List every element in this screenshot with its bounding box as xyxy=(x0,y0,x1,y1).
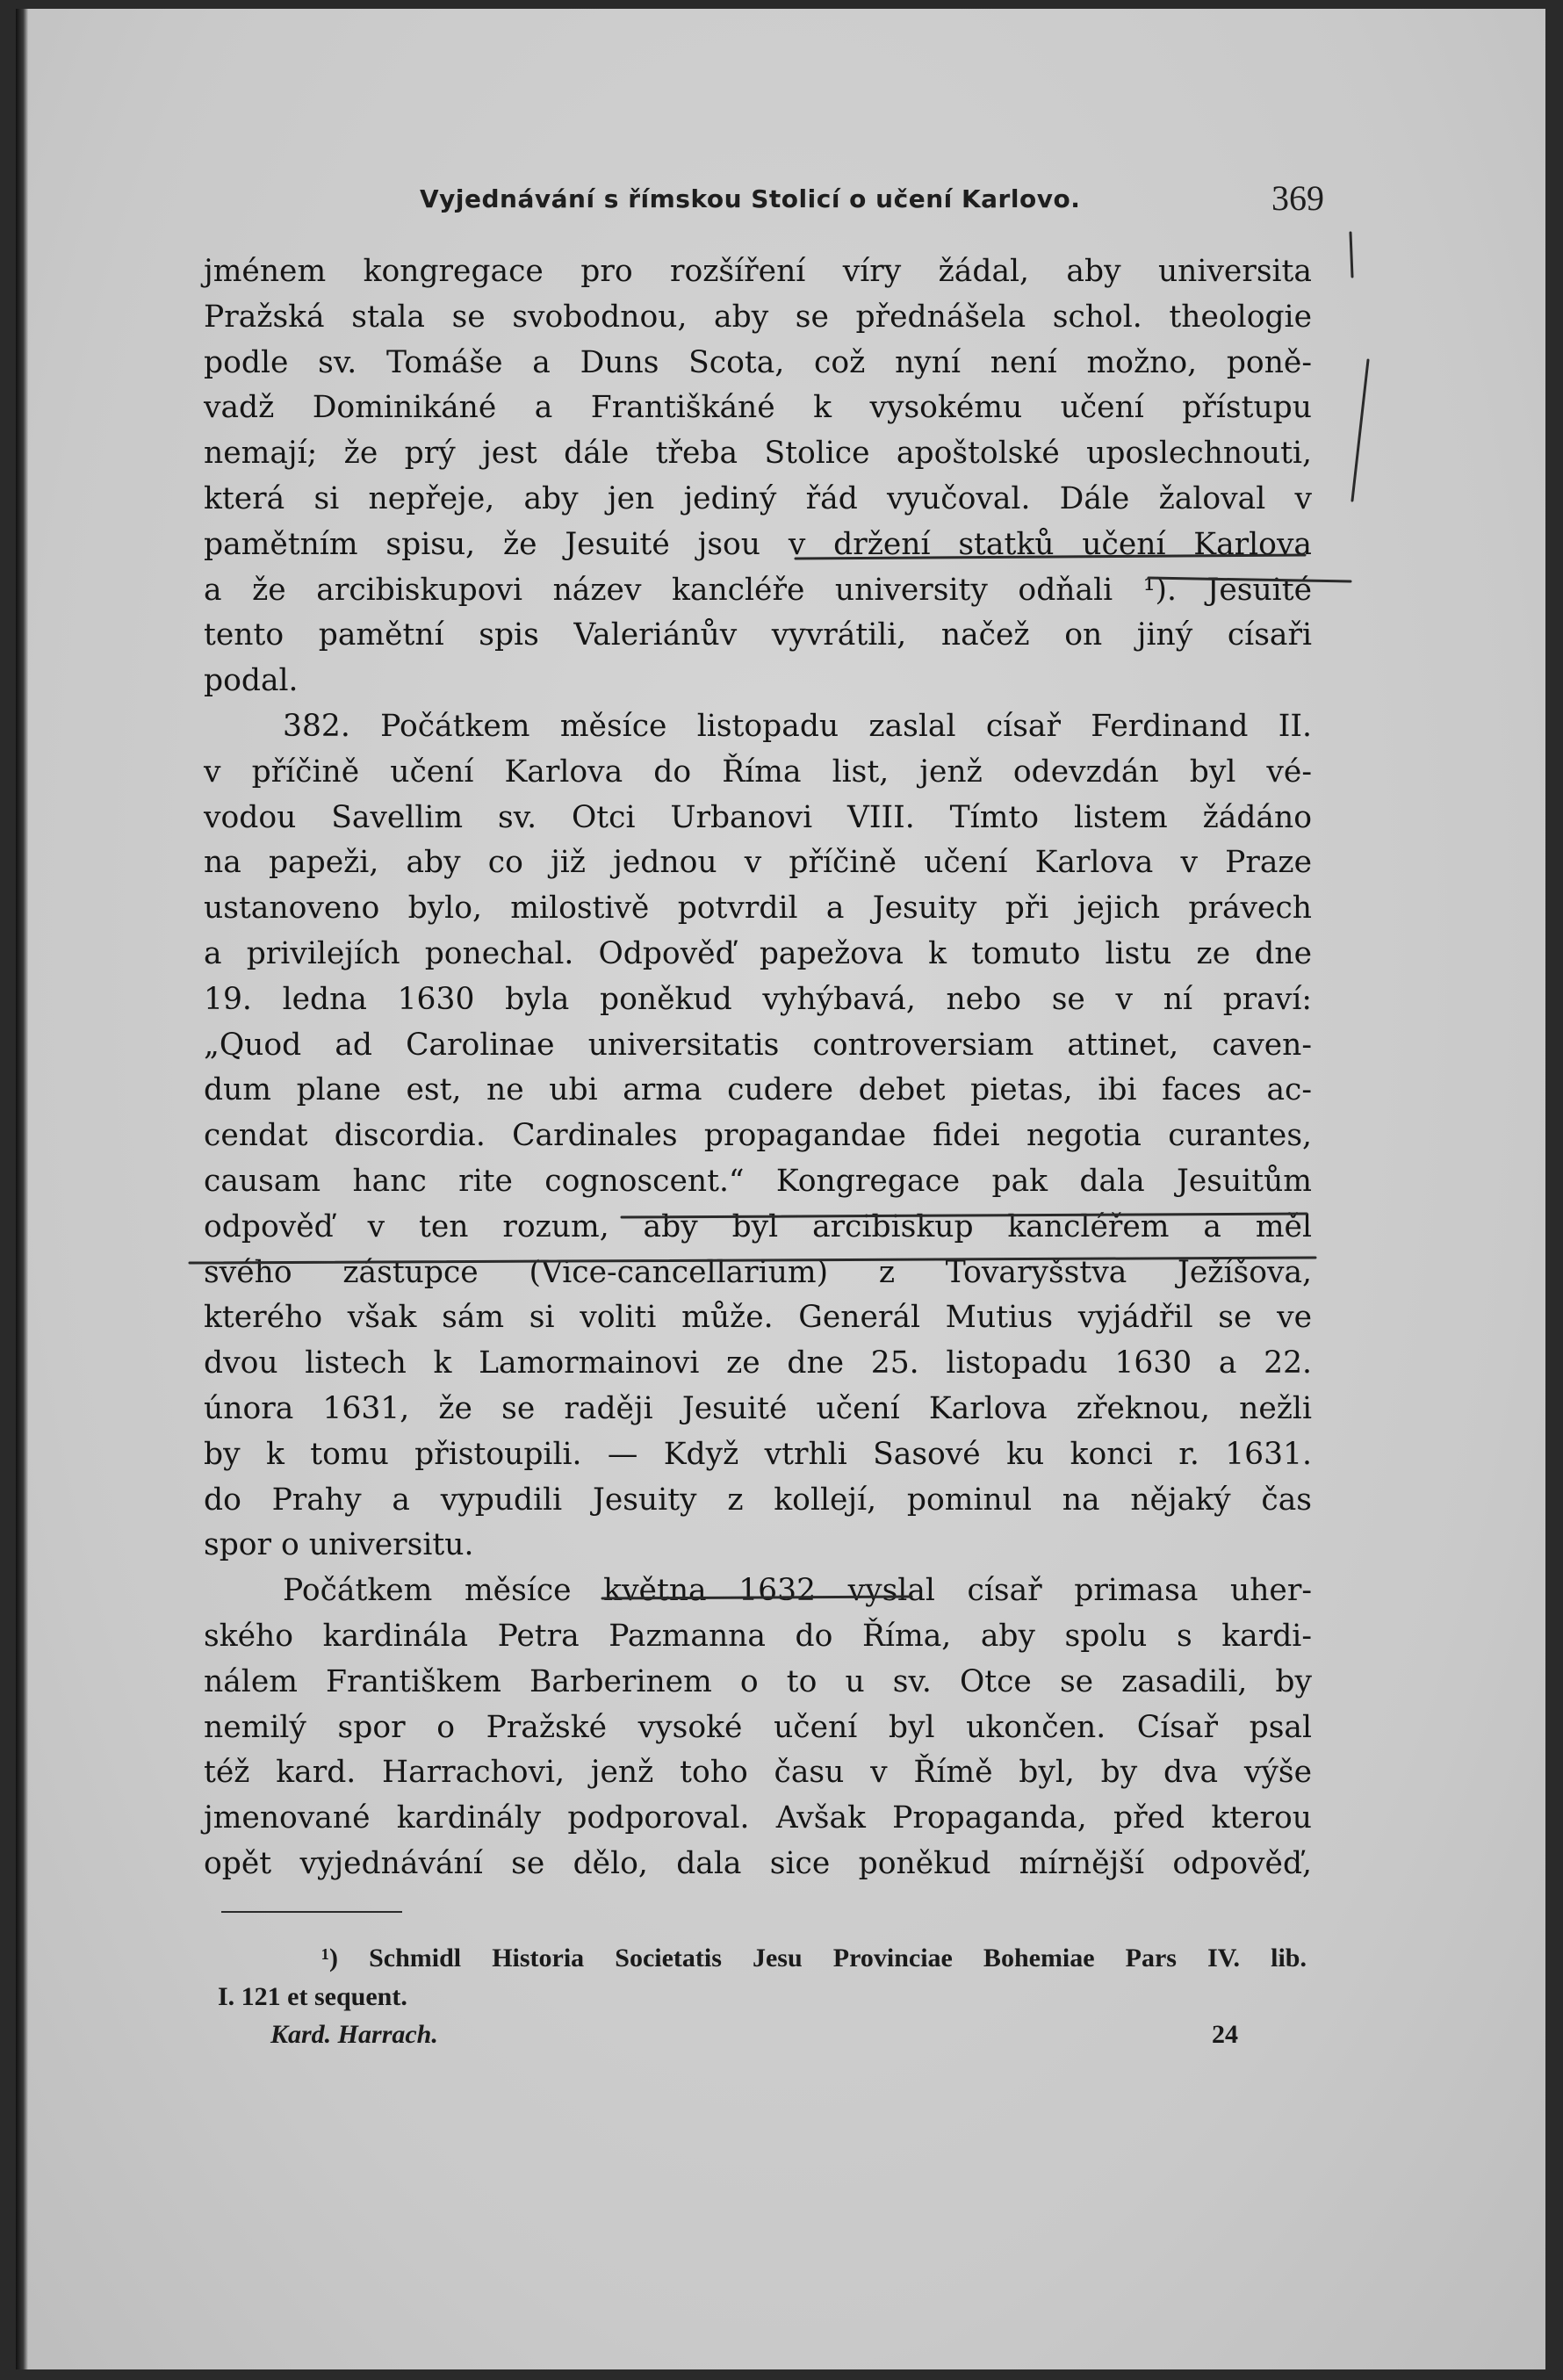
latin-quote-line: „Quod ad Carolinae universitatis controversiam attinet, caven- xyxy=(204,1027,1312,1063)
footnote xyxy=(218,1939,1307,2016)
signature-mark: 24 xyxy=(1212,2020,1238,2049)
text-line: ského kardinála Petra Pazmanna do Říma, aby spolu s kardi- xyxy=(204,1618,1312,1654)
text-line: do Prahy a vypudili Jesuity z kollejí, pominul na nějaký čas xyxy=(204,1482,1312,1518)
text-line: února 1631, že se raději Jesuité učení Karlova zřeknou, nežli xyxy=(204,1390,1312,1426)
text-line: tento pamětní spis Valeriánův vyvrátili, načež on jiný císaři xyxy=(204,617,1312,653)
text-line: pamětním spisu, že Jesuité jsou v držení statků učení Karlova xyxy=(204,526,1312,562)
page-number: 369 xyxy=(1271,178,1324,218)
footnote-line: I. 121 et sequent. xyxy=(218,1982,407,2011)
running-head: Vyjednávání s římskou Stolicí o učení Karlovo. xyxy=(420,184,1081,213)
text-line: která si nepřeje, aby jen jediný řád vyučoval. Dále žaloval v xyxy=(204,480,1312,516)
book-page xyxy=(16,9,1545,2369)
text-line: kterého však sám si voliti může. Generál Mutius vyjádřil se ve xyxy=(204,1300,1312,1336)
body-text xyxy=(204,249,1312,1887)
text-line: a že arcibiskupovi název kancléře university odňali ¹). Jesuité xyxy=(204,572,1312,608)
text-line: dvou listech k Lamormainovi ze dne 25. listopadu 1630 a 22. xyxy=(204,1345,1312,1381)
text-line: spor o universitu. xyxy=(204,1527,474,1563)
text-line: svého zástupce (Vice-cancellarium) z Tovaryšstva Ježíšova, xyxy=(204,1254,1312,1290)
text-line: též kard. Harrachovi, jenž toho času v Římě byl, by dva výše xyxy=(204,1755,1312,1791)
text-line: jmenované kardinály podporoval. Avšak Propaganda, před kterou xyxy=(204,1800,1312,1836)
bottom-note: Kard. Harrach. xyxy=(270,2020,438,2049)
footnote-line: ¹) Schmidl Historia Societatis Jesu Provinciae Bohemiae Pars IV. lib. xyxy=(321,1944,1307,1973)
margin-mark-side xyxy=(1352,360,1368,501)
text-line: vodou Savellim sv. Otci Urbanovi VIII. Tímto listem žádáno xyxy=(204,799,1312,835)
text-line: v příčině učení Karlova do Říma list, jenž odevzdán byl vé- xyxy=(204,754,1312,790)
text-line: by k tomu přistoupili. — Když vtrhli Sasové ku konci r. 1631. xyxy=(204,1436,1312,1472)
text-line: na papeži, aby co již jednou v příčině učení Karlova v Praze xyxy=(204,845,1312,881)
text-line: Pražská stala se svobodnou, aby se přednášela schol. theologie xyxy=(204,299,1312,335)
text-line: nemají; že prý jest dále třeba Stolice apoštolské uposlechnouti, xyxy=(204,436,1312,472)
text-line: jménem kongregace pro rozšíření víry žádal, aby universita xyxy=(204,254,1312,289)
latin-quote-line: dum plane est, ne ubi arma cudere debet pietas, ibi faces ac- xyxy=(204,1072,1312,1108)
text-line: nálem Františkem Barberinem o to u sv. Otce se zasadili, by xyxy=(204,1663,1312,1699)
book-spine-shadow xyxy=(16,9,28,2369)
margin-mark-top xyxy=(1351,233,1352,277)
text-line: odpověď v ten rozum, aby byl arcibiskup kancléřem a měl xyxy=(204,1208,1312,1244)
text-line: causam hanc rite cognoscent.“ Kongregace pak dala Jesuitům xyxy=(204,1163,1312,1199)
footnote-divider xyxy=(221,1911,402,1913)
text-line: podal. xyxy=(204,663,299,699)
text-line: 19. ledna 1630 byla poněkud vyhýbavá, nebo se v ní praví: xyxy=(204,981,1312,1017)
text-line: a privilejích ponechal. Odpověď papežova k tomuto listu ze dne xyxy=(204,935,1312,971)
paragraph-382-start: 382. Počátkem měsíce listopadu zaslal císař Ferdinand II. xyxy=(283,708,1312,744)
text-line: podle sv. Tomáše a Duns Scota, což nyní není možno, poně- xyxy=(204,344,1312,380)
text-line: ustanoveno bylo, milostivě potvrdil a Jesuity při jejich právech xyxy=(204,891,1312,927)
text-line: opět vyjednávání se dělo, dala sice poněkud mírnější odpověď, xyxy=(204,1845,1312,1881)
page-header xyxy=(420,177,1324,221)
text-line: nemilý spor o Pražské vysoké učení byl ukončen. Císař psal xyxy=(204,1709,1312,1745)
text-line: vadž Dominikáné a Františkáné k vysokému učení přístupu xyxy=(204,390,1312,426)
latin-quote-line: cendat discordia. Cardinales propagandae fidei negotia curantes, xyxy=(204,1118,1312,1154)
paragraph-start: Počátkem měsíce května 1632 vyslal císař primasa uher- xyxy=(283,1573,1312,1609)
